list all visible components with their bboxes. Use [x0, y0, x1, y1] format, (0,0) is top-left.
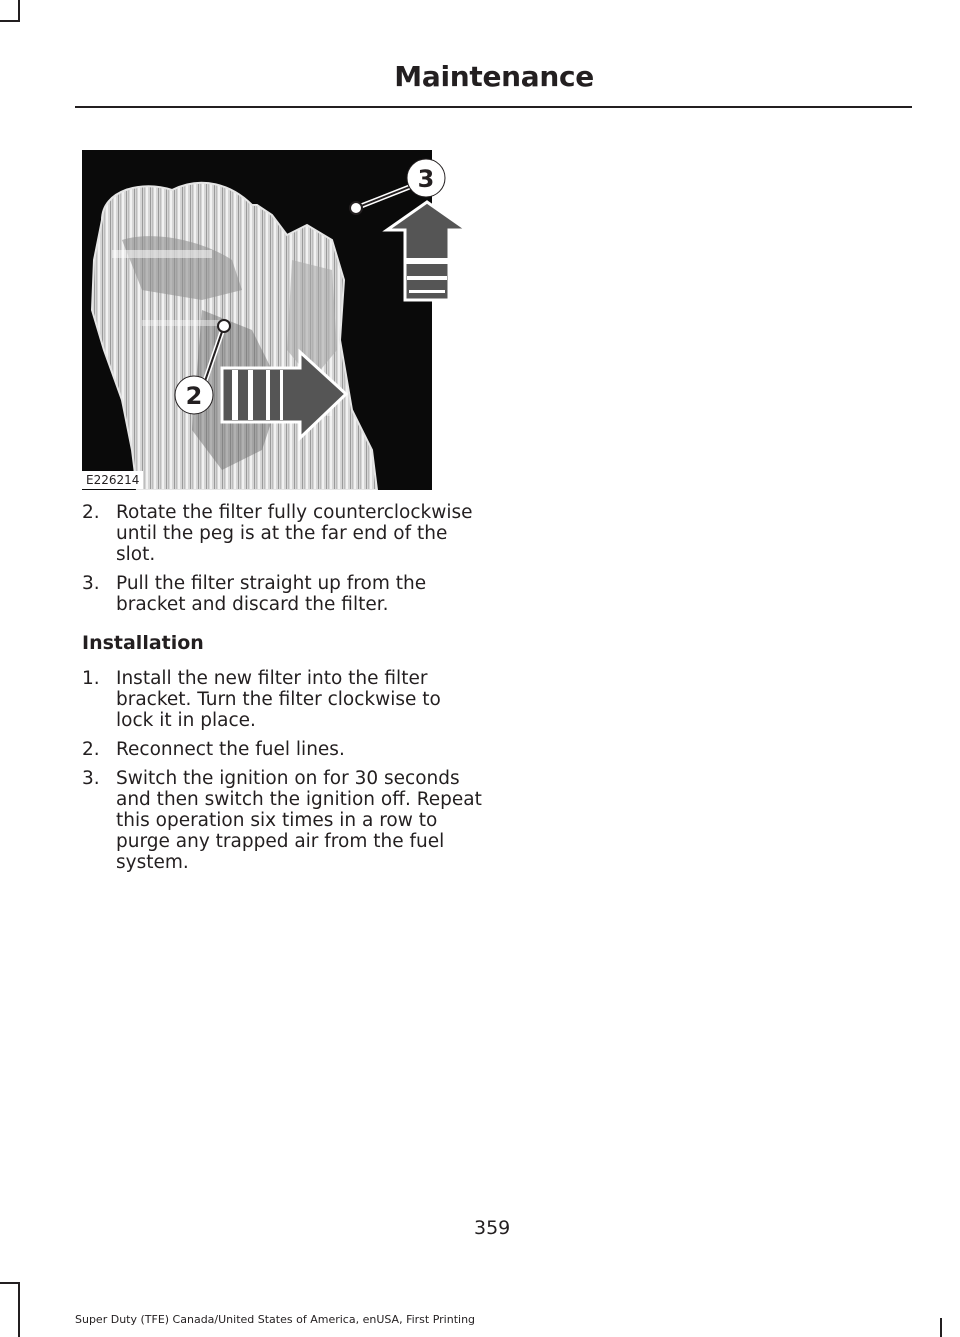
step-number: 3. — [82, 768, 100, 789]
step-number: 1. — [82, 668, 100, 689]
crop-mark — [0, 20, 20, 22]
footer-text: Super Duty (TFE) Canada/United States of America, enUSA, First Printing — [75, 1313, 476, 1326]
step-text: Install the new filter into the filter bracket. Turn the filter clockwise to lock it in place. — [116, 668, 441, 731]
crop-mark — [18, 0, 20, 20]
crop-mark — [0, 1282, 20, 1284]
main-content — [82, 502, 482, 881]
figure-overlay — [82, 150, 472, 490]
header-divider — [75, 106, 912, 108]
list-item — [82, 502, 482, 565]
step-text: Reconnect the fuel lines. — [116, 739, 345, 760]
page-number: 359 — [474, 1217, 511, 1239]
list-item — [82, 768, 482, 873]
page-title: Maintenance — [394, 60, 594, 93]
step-text: Pull the filter straight up from the bracket and discard the filter. — [116, 573, 427, 615]
step-text: Rotate the filter fully counterclockwise until the peg is at the far end of the slot. — [116, 502, 473, 565]
callout-overlay — [82, 150, 472, 490]
figure-code: E226214 — [82, 471, 143, 489]
list-item — [82, 668, 482, 731]
list-item — [82, 573, 482, 615]
step-number: 3. — [82, 573, 100, 594]
right-arrow-icon — [222, 352, 346, 438]
callout-3: 3 — [417, 165, 435, 193]
crop-mark — [18, 1282, 20, 1337]
list-item — [82, 739, 482, 760]
up-arrow-icon — [387, 202, 467, 300]
callout-2: 2 — [185, 382, 203, 410]
step-number: 2. — [82, 502, 100, 523]
step-text: Switch the ignition on for 30 seconds and then switch the ignition off. Repeat this operation six times in a row to purge any trapped air from the fuel system. — [116, 768, 482, 873]
crop-mark — [940, 1318, 942, 1337]
section-heading-installation: Installation — [82, 632, 204, 654]
step-number: 2. — [82, 739, 100, 760]
